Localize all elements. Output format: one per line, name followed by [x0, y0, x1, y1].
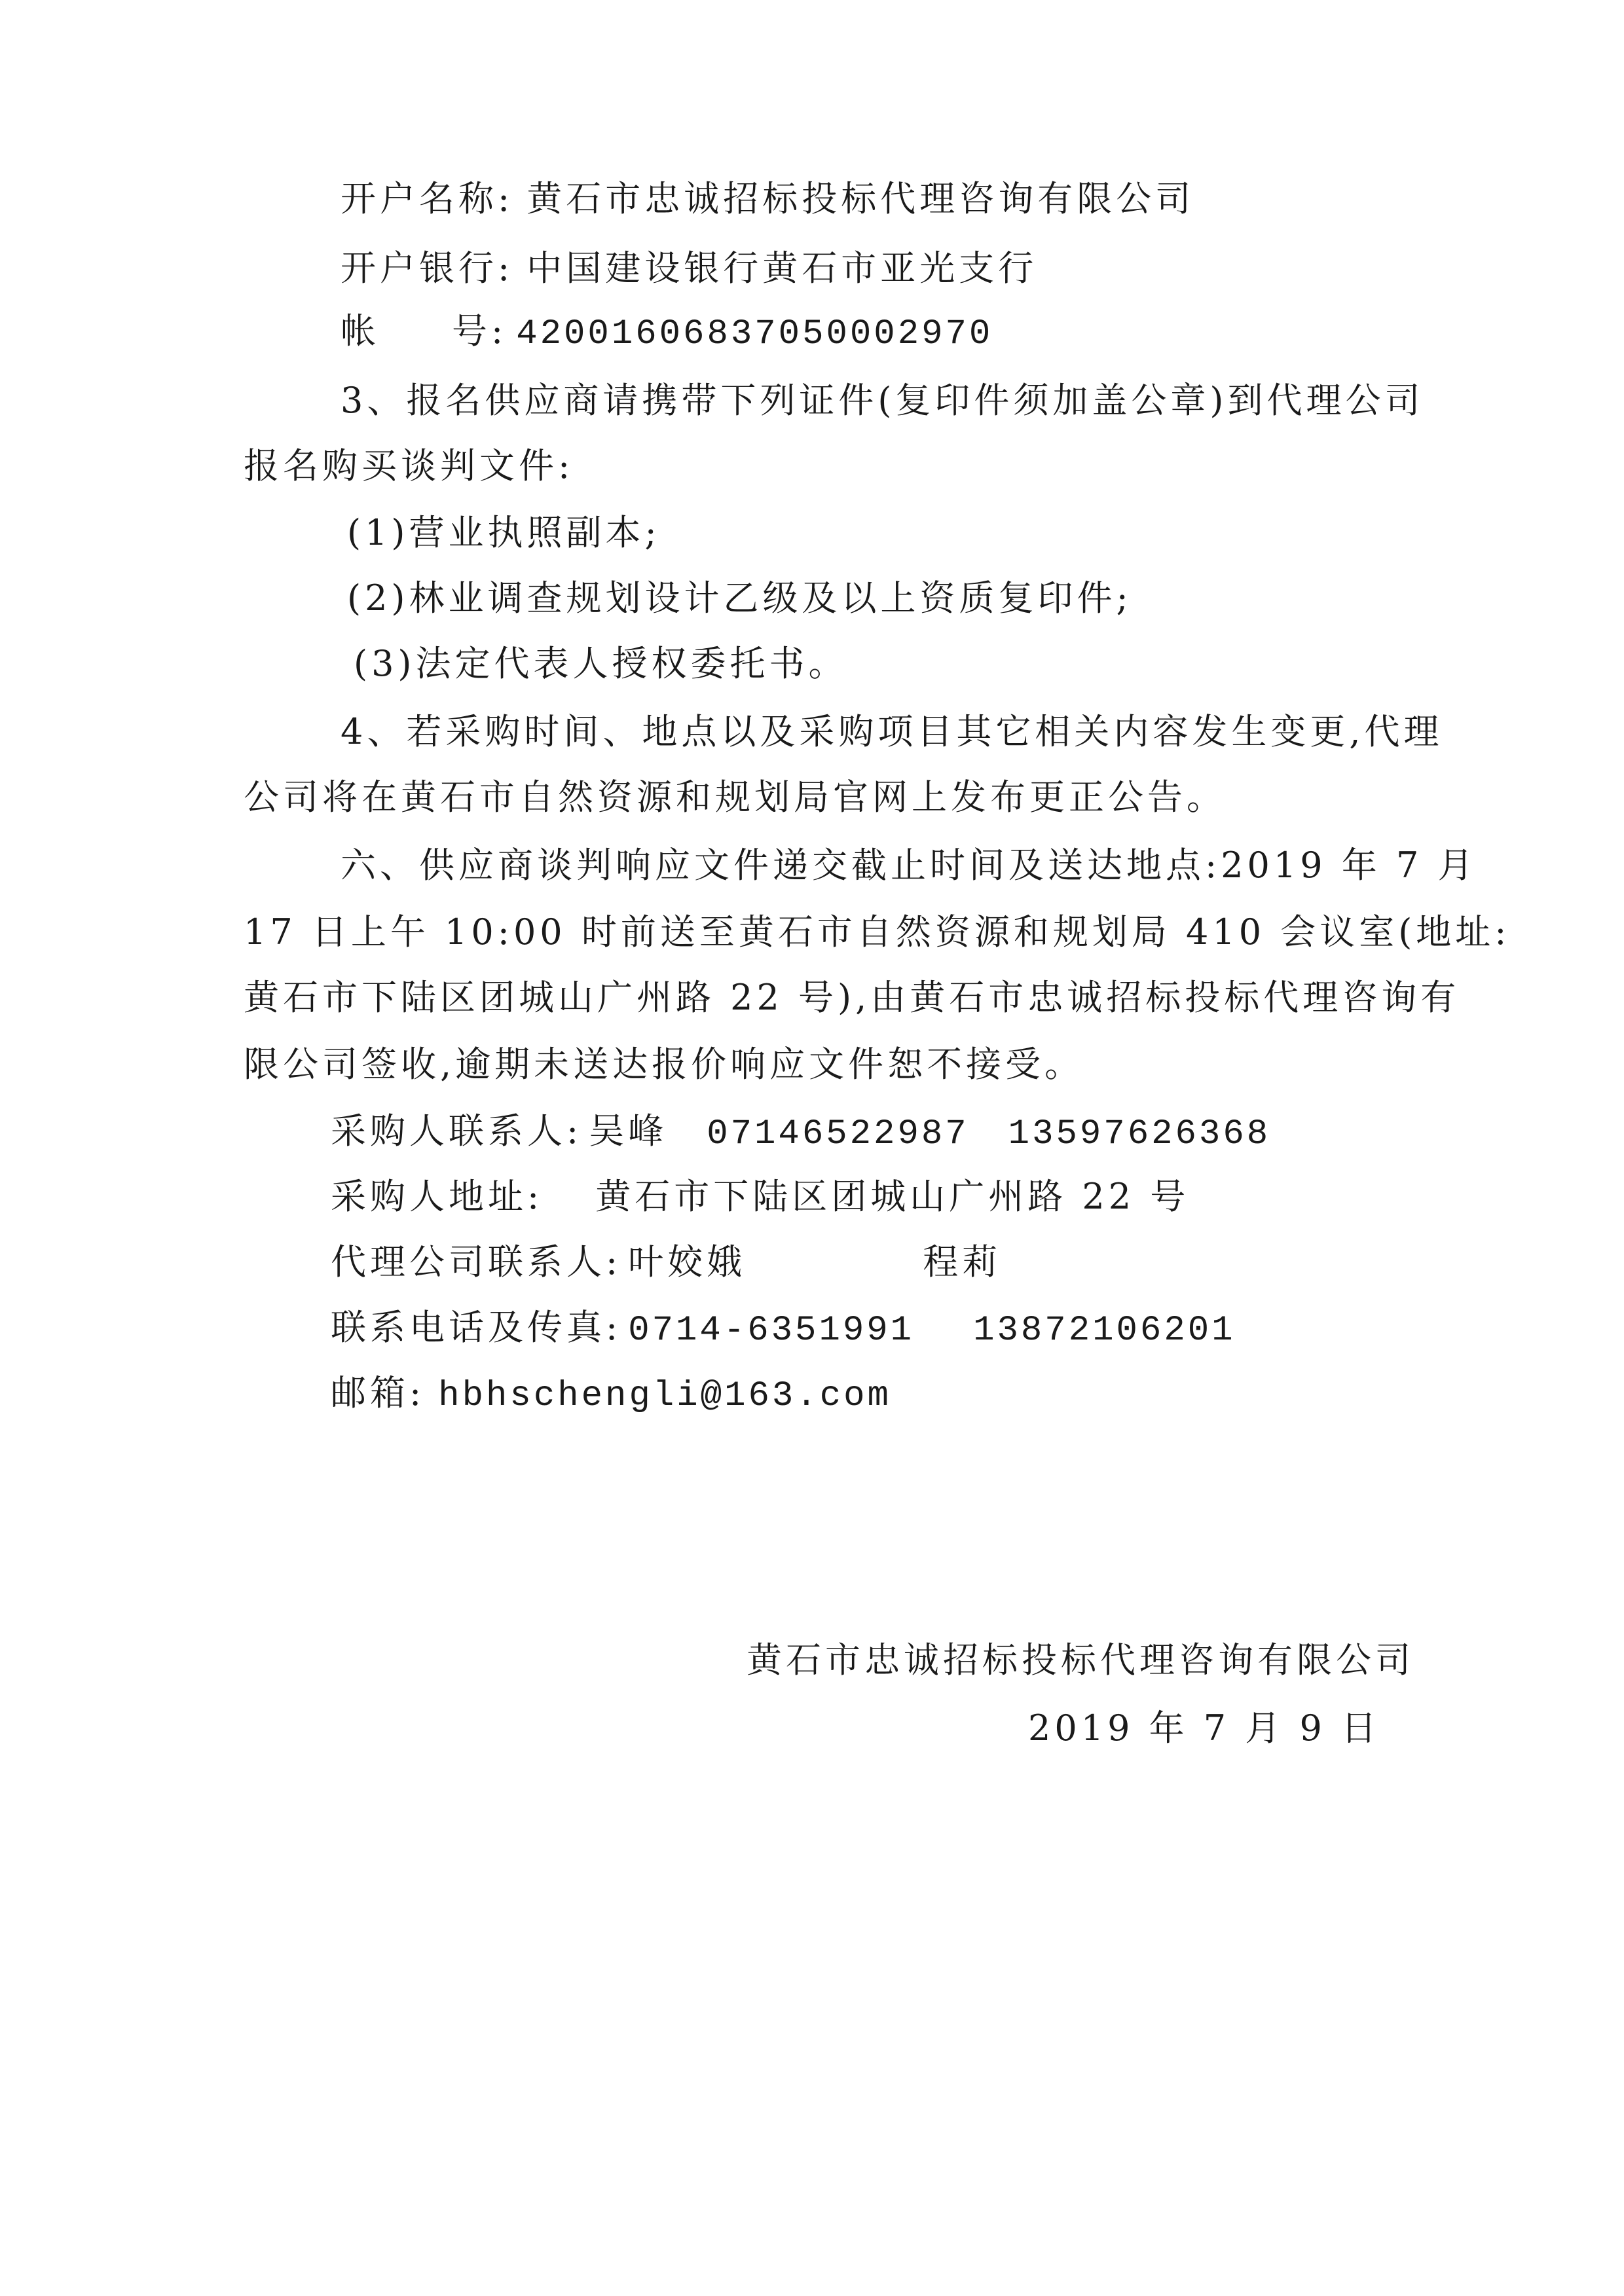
bank-name-line	[341, 247, 1037, 289]
agent-contact-line	[331, 1241, 1001, 1283]
account-number-label-2: 号:	[452, 310, 507, 352]
purchaser-mobile: 13597626368	[1008, 1114, 1271, 1154]
account-name-label: 开户名称:	[341, 178, 514, 219]
item4-line2: 公司将在黄石市自然资源和规划局官网上发布更正公告。	[244, 776, 1226, 818]
section6-line4: 限公司签收,逾期未送达报价响应文件恕不接受。	[244, 1044, 1084, 1085]
item3-line1: 3、报名供应商请携带下列证件(复印件须加盖公章)到代理公司	[341, 380, 1424, 421]
section6-line2: 17 日上午 10:00 时前送至黄石市自然资源和规划局 410 会议室(地址:	[244, 911, 1511, 953]
purchaser-contact-label: 采购人联系人:	[331, 1110, 583, 1152]
purchaser-address-line	[331, 1176, 1189, 1218]
email-line	[331, 1372, 891, 1417]
phone-fax-line	[331, 1307, 1236, 1352]
account-name-value: 黄石市忠诚招标投标代理咨询有限公司	[526, 178, 1195, 219]
item3-sub1: (1)营业执照副本;	[347, 512, 661, 553]
agent-mobile: 13872106201	[973, 1311, 1236, 1351]
agent-contact-label: 代理公司联系人:	[331, 1241, 622, 1283]
account-number-label-1: 帐	[341, 310, 380, 352]
account-name-line	[341, 178, 1194, 220]
account-number-line	[341, 310, 993, 355]
purchaser-address: 黄石市下陆区团城山广州路 22 号	[595, 1176, 1190, 1217]
item3-sub2: (2)林业调查规划设计乙级及以上资质复印件;	[347, 577, 1132, 619]
bank-label: 开户银行:	[341, 247, 514, 289]
item4-line1: 4、若采购时间、地点以及采购项目其它相关内容发生变更,代理	[341, 711, 1443, 752]
email-label: 邮箱:	[331, 1372, 426, 1413]
section6-line3: 黄石市下陆区团城山广州路 22 号),由黄石市忠诚招标投标代理咨询有	[244, 977, 1460, 1018]
item3-sub3: (3)法定代表人授权委托书。	[354, 643, 848, 684]
purchaser-phone: 07146522987	[707, 1114, 969, 1154]
agent-contact-name-1: 叶姣娥	[628, 1241, 747, 1283]
phone-fax-label: 联系电话及传真:	[331, 1307, 622, 1348]
phone-fax-number: 0714-6351991	[628, 1311, 915, 1351]
purchaser-contact-name: 吴峰	[589, 1110, 668, 1152]
purchaser-contact-line	[331, 1110, 1270, 1156]
item3-line2: 报名购买谈判文件:	[244, 445, 574, 486]
email-address: hbhschengli@163.com	[438, 1376, 891, 1416]
signature-company: 黄石市忠诚招标投标代理咨询有限公司	[747, 1639, 1414, 1681]
section6-line1: 六、供应商谈判响应文件递交截止时间及送达地点:2019 年 7 月	[341, 845, 1477, 886]
agent-contact-name-2: 程莉	[923, 1241, 1002, 1283]
bank-name-value: 中国建设银行黄石市亚光支行	[526, 247, 1038, 289]
signature-date: 2019 年 7 月 9 日	[1028, 1707, 1380, 1749]
account-number-value: 42001606837050002970	[516, 314, 993, 354]
purchaser-address-label: 采购人地址:	[331, 1176, 544, 1217]
